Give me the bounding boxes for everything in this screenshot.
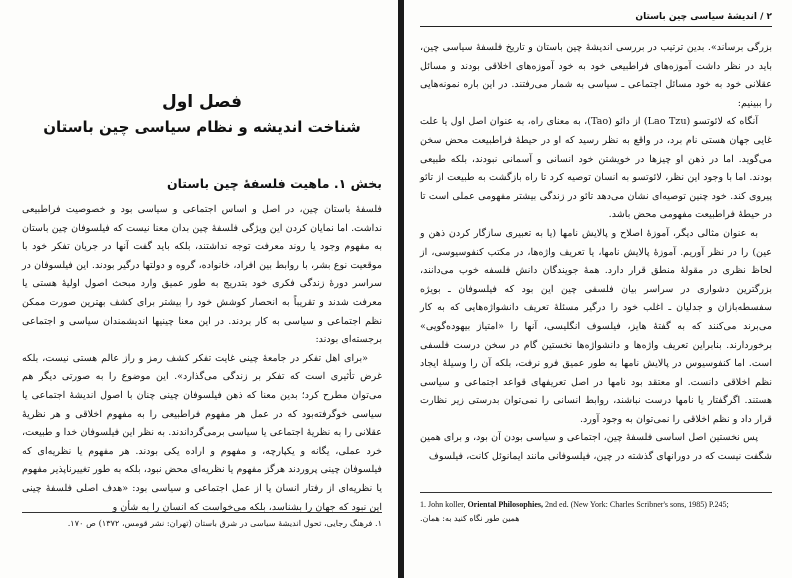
footnote-prefix: 1. John koller,: [420, 500, 468, 509]
paragraph: به عنوان مثالی دیگر، آموزهٔ اصلاح و پالایش نامها (یا به تعبیری سازگار کردن ذهن و عین) را در نظر آوریم. آموزهٔ پالایش نامها، یا تعریف واژه‌ها، در مکتب کنفوسیوسی، از لحاظ نظری در مقولهٔ منطق قرار دارد. همهٔ جویندگان دانش فلسفه خوب می‌دانند، بزرگترین دشواری در سراسر بیان فلسفی چین این بود که فیلسوفان ـ بویژه سفسطه‌بازان و جدلیان ـ اغلب خود را درگیر مسئلهٔ تعریف دانشواژه‌هایی که به کار می‌برند می‌کنند که به گفتهٔ هایز، فیلسوف انگلیسی، آنها را «امتیاز بیهوده‌گویی» برخوردارند. بنابراین تعریف واژه‌ها و دانشواژه‌ها نخستین گام در سخن درست فلسفی است. اما کنفوسیوس در پالایش نامها به طور عمیق فرو نرفت، بلکه آن را وسیلهٔ ایجاد نظم اخلاقی دانست. او معتقد بود نامها در اصل تعریفهای قواعد اجتماعی و سیاسی هستند. اگرگفتار یا نامها درست نباشند، روابط انسانی را نمی‌توان بدرستی زیر نظارت قرار داد و نظم اخلاقی را نمی‌توان به وجود آورد.: [420, 227, 772, 425]
section-title: بخش ۱. ماهیت فلسفهٔ چین باستان: [166, 176, 382, 191]
footnote-divider: [22, 512, 382, 513]
paragraph: «برای اهل تفکر در جامعهٔ چینی غایت تفکر کشف رمز و راز عالم هستی نیست، بلکه غرض تأثیری است که تفکر بر زندگی می‌گذارد». این موضوع را به صورتی دیگر هم می‌توان مطرح کرد؛ بدین معنا که ذهن فیلسوفان چینی چنان با اصول اندیشهٔ اجتماعی یا سیاسی خوگرفته‌بود که در عمل هر مفهوم فراطبیعی را به مفهوم اخلاقی و هر نظریهٔ عقلانی را به نظریهٔ اجتماعی یا سیاسی برمی‌گرداندند. به نظر این فیلسوفان خدا و طبیعت، خرد عملی، یگانه و یکپارچه، و مفهوم و اراده یکی بودند. هر مفهوم یا نظریه‌ای که فیلسوفان چینی پروردند هرگز مفهوم یا نظریه‌ای محض نبود، بلکه به طور تغییرناپذیر مفهوم یا نظریه‌ای از رفتار انسان یا از عمل اجتماعی و سیاسی بود: «هدف اصلی فلسفهٔ چینی این نبود که جهان را بشناسد، بلکه می‌خواست که انسان را به شأن و: [22, 352, 382, 513]
footnote-suffix: 2nd ed. (New York: Charles Scribner's sons, 1985) P.245;: [543, 500, 729, 509]
left-body-text: [22, 201, 382, 517]
footnote-divider: [420, 492, 772, 493]
right-page: [404, 0, 792, 578]
right-body-text: [420, 39, 772, 467]
footnote: ۱. فرهنگ رجایی، تحول اندیشهٔ سیاسی در شرق باستان (تهران: نشر قومس، ۱۳۷۲) ص ۱۷۰.: [67, 518, 382, 528]
running-head: ۲ / اندیشهٔ سیاسی چین باستان: [420, 12, 772, 27]
footnote-book-title: Oriental Philosophies,: [467, 500, 544, 509]
paragraph: فلسفهٔ باستان چین، در اصل و اساس اجتماعی و سیاسی بود و خصوصیت فراطبیعی نداشت. اما نمایان کردن این ویژگی فلسفهٔ چین بدان معنا نیست که فیلسوفان چین باستان به مفهوم وجود یا روند معرفت توجه نداشتند، بلکه باید گفت آنها در جریان تفکر خود با موقعیت نوع بشر، با روابط بین افراد، خانواده، گروه و دولتها درگیر بودند. این فیلسوفان در سراسر دورهٔ زندگی فکری خود بتدریج به طور عمیق وارد مبحث اصول اولیهٔ هستی یا معرفت شدند و تقریباً به انحصار کوشش خود را بیشتر برای کشف بهترین صورت ممکن نظم اجتماعی و سیاسی به کار بردند. در این معنا چینیها اندیشمندان سیاسی و اجتماعی برجسته‌ای بودند:: [22, 204, 382, 346]
chapter-heading: [22, 92, 382, 136]
paragraph: بزرگی برساند». بدین ترتیب در بررسی اندیشهٔ چین باستان و تاریخ فلسفهٔ سیاسی چین، باید در نظر داشت آموزه‌های فراطبیعی خود به خود آموزه‌های اخلاقی بودند و مسائل عقلانی خود به خود مسائل اجتماعی ـ سیاسی به شمار می‌رفتند. در این باره نمونه‌هایی را ببینیم:: [420, 42, 772, 109]
chapter-title: شناخت اندیشه و نظام سیاسی چین باستان: [43, 118, 361, 136]
footnote-english: [420, 500, 772, 509]
paragraph: پس نخستین اصل اساسی فلسفهٔ چین، اجتماعی و سیاسی بودن آن بود، و برای همین شگفت نیست که در دورانهای گذشته در چین، فیلسوفانی مانند ایمانوئل کانت، فیلسوف: [420, 432, 772, 463]
chapter-label: فصل اول: [161, 92, 243, 112]
paragraph: آنگاه که لائوتسو (Lao Tzu) از دائو (Tao)، به معنای راه، به عنوان اصل اول یا علت غایی جهان هستی نام برد، در واقع به نظر رسید که او در حیطهٔ فراطبیعت محض سخن می‌گوید. اما در ذهن او چیزها در خویشتن خود انسانی و آسمانی نبودند، بلکه طبیعی بودند. اما با وجود این نظر، لائوتسو به انسان توصیه کرد تا راه بازگشت به طبیعت از تائو پیروی کند. خود چنین توصیه‌ای نشان می‌دهد تائو در زندگی بیشتر مفهومی عملی است تا در حیطهٔ فراطبیعت مفهومی محض باشد.: [420, 116, 772, 221]
footnote-persian: همین طور نگاه کنید به: همان.: [420, 514, 520, 523]
